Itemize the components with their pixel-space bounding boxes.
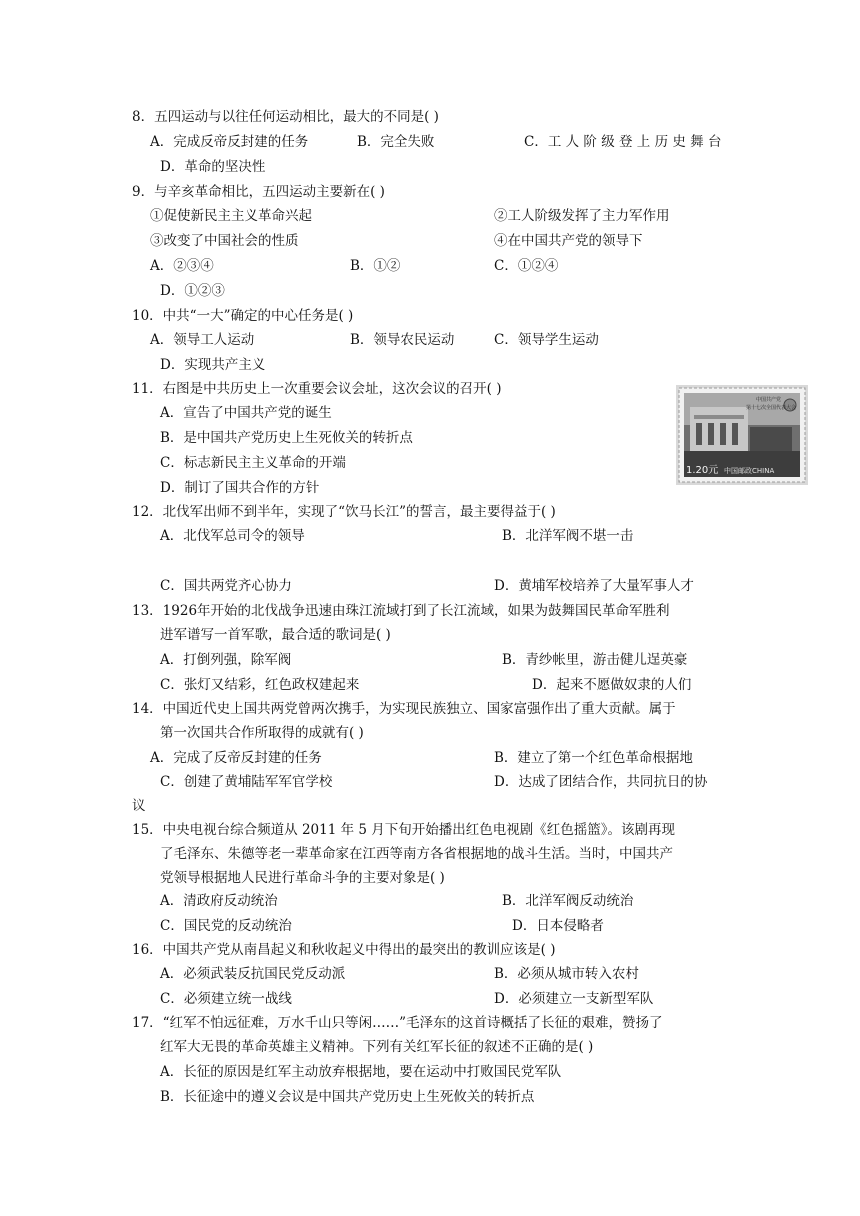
q9-statement-2: ②工人阶级发挥了主力军作用 [494,208,670,224]
q11-stem: 11．右图是中共历史上一次重要会议会址，这次会议的召开( ) [132,381,502,397]
meeting-site-stamp-image [676,385,808,485]
q9-statement-1: ①促使新民主主义革命兴起 [150,208,312,224]
q12-option-b: B．北洋军阀不堪一击 [502,528,634,544]
q16-stem: 16．中国共产党从南昌起义和秋收起义中得出的最突出的教训应该是( ) [132,942,556,958]
q15-option-a: A．清政府反动统治 [160,893,278,909]
q17-option-a: A．长征的原因是红军主动放弃根据地，要在运动中打败国民党军队 [160,1064,562,1080]
q13-option-c: C．张灯又结彩，红色政权建起来 [160,677,360,693]
q13-option-b: B．青纱帐里，游击健儿逞英豪 [502,652,688,668]
q9-option-c: C．①②④ [494,258,559,274]
q15-option-d: D．日本侵略者 [512,918,604,934]
q9-stem: 9．与辛亥革命相比，五四运动主要新在( ) [132,184,385,200]
stamp-value: 1.20元 [686,465,719,476]
q10-option-c: C．领导学生运动 [494,332,599,348]
q14-stem-line1: 14．中国近代史上国共两党曾两次携手，为实现民族独立、国家富强作出了重大贡献。属于 [132,701,676,717]
q9-statement-4: ④在中国共产党的领导下 [494,233,643,249]
q15-stem-line2: 了毛泽东、朱德等老一辈革命家在江西等南方各省根据地的战斗生活。当时，中国共产 [160,846,673,862]
q17-stem-line1: 17．“红军不怕远征难，万水千山只等闲……”毛泽东的这首诗概括了长征的艰难，赞扬了 [132,1015,663,1031]
q16-option-a: A．必须武装反抗国民党反动派 [160,966,346,982]
q10-option-d: D．实现共产主义 [160,357,266,373]
q14-option-c: C．创建了黄埔陆军军官学校 [160,774,333,790]
q15-stem-line1: 15．中央电视台综合频道从 2011 年 5 月下旬开始播出红色电视剧《红色摇篮》。该剧再现 [132,822,676,838]
q9-option-b: B．①② [350,258,401,274]
stamp-caption-1: 中国共产党 [756,397,782,403]
q13-option-d: D．起来不愿做奴隶的人们 [532,677,692,693]
q13-stem-line2: 进军谱写一首军歌，最合适的歌词是( ) [160,627,391,643]
stamp-caption-2: 第十七次全国代表大会 [746,405,797,411]
q15-option-b: B．北洋军阀反动统治 [502,893,634,909]
q14-stem-line2: 第一次国共合作所取得的成就有( ) [160,725,364,741]
q16-option-d: D．必须建立一支新型军队 [494,991,654,1007]
q9-statement-3: ③改变了中国社会的性质 [150,233,299,249]
q11-option-c: C．标志新民主主义革命的开端 [160,455,346,471]
q8-option-b: B．完全失败 [357,134,435,150]
q15-option-c: C．国民党的反动统治 [160,918,292,934]
q8-option-d: D．革命的坚决性 [160,159,266,175]
q9-option-a: A．②③④ [150,258,214,274]
q10-option-b: B．领导农民运动 [350,332,455,348]
q14-option-a: A．完成了反帝反封建的任务 [150,750,322,766]
stamp-country: 中国邮政CHINA [724,467,775,475]
q11-option-b: B．是中国共产党历史上生死攸关的转折点 [160,430,413,446]
q15-stem-line3: 党领导根据地人民进行革命斗争的主要对象是( ) [160,870,445,886]
q10-stem: 10．中共“一大”确定的中心任务是( ) [132,308,354,324]
q10-option-a: A．领导工人运动 [150,332,255,348]
q8-option-c: C．工 人 阶 级 登 上 历 史 舞 台 [524,134,722,150]
q13-stem-line1: 13．1926年开始的北伐战争迅速由珠江流域打到了长江流域，如果为鼓舞国民革命军胜利 [132,603,670,619]
q12-stem: 12．北伐军出师不到半年，实现了“饮马长江”的誓言，最主要得益于( ) [132,504,556,520]
q14-option-d: D．达成了团结合作，共同抗日的协 [494,774,708,790]
q9-option-d: D．①②③ [160,283,225,299]
q8-stem: 8．五四运动与以往任何运动相比，最大的不同是( ) [132,109,439,125]
q12-option-a: A．北伐军总司令的领导 [160,528,305,544]
q12-option-d: D．黄埔军校培养了大量军事人才 [494,578,694,594]
q17-stem-line2: 红军大无畏的革命英雄主义精神。下列有关红军长征的叙述不正确的是( ) [160,1039,594,1055]
q11-option-d: D．制订了国共合作的方针 [160,480,320,496]
q17-option-b: B．长征途中的遵义会议是中国共产党历史上生死攸关的转折点 [160,1089,535,1105]
q16-option-c: C．必须建立统一战线 [160,991,292,1007]
q12-option-c: C．国共两党齐心协力 [160,578,292,594]
q13-option-a: A．打倒列强，除军阀 [160,652,292,668]
q8-option-a: A．完成反帝反封建的任务 [150,134,309,150]
q14-option-b: B．建立了第一个红色革命根据地 [494,750,693,766]
q14-option-d-wrap: 议 [132,798,146,814]
q11-option-a: A．宣告了中国共产党的诞生 [160,405,332,421]
q16-option-b: B．必须从城市转入农村 [494,966,639,982]
